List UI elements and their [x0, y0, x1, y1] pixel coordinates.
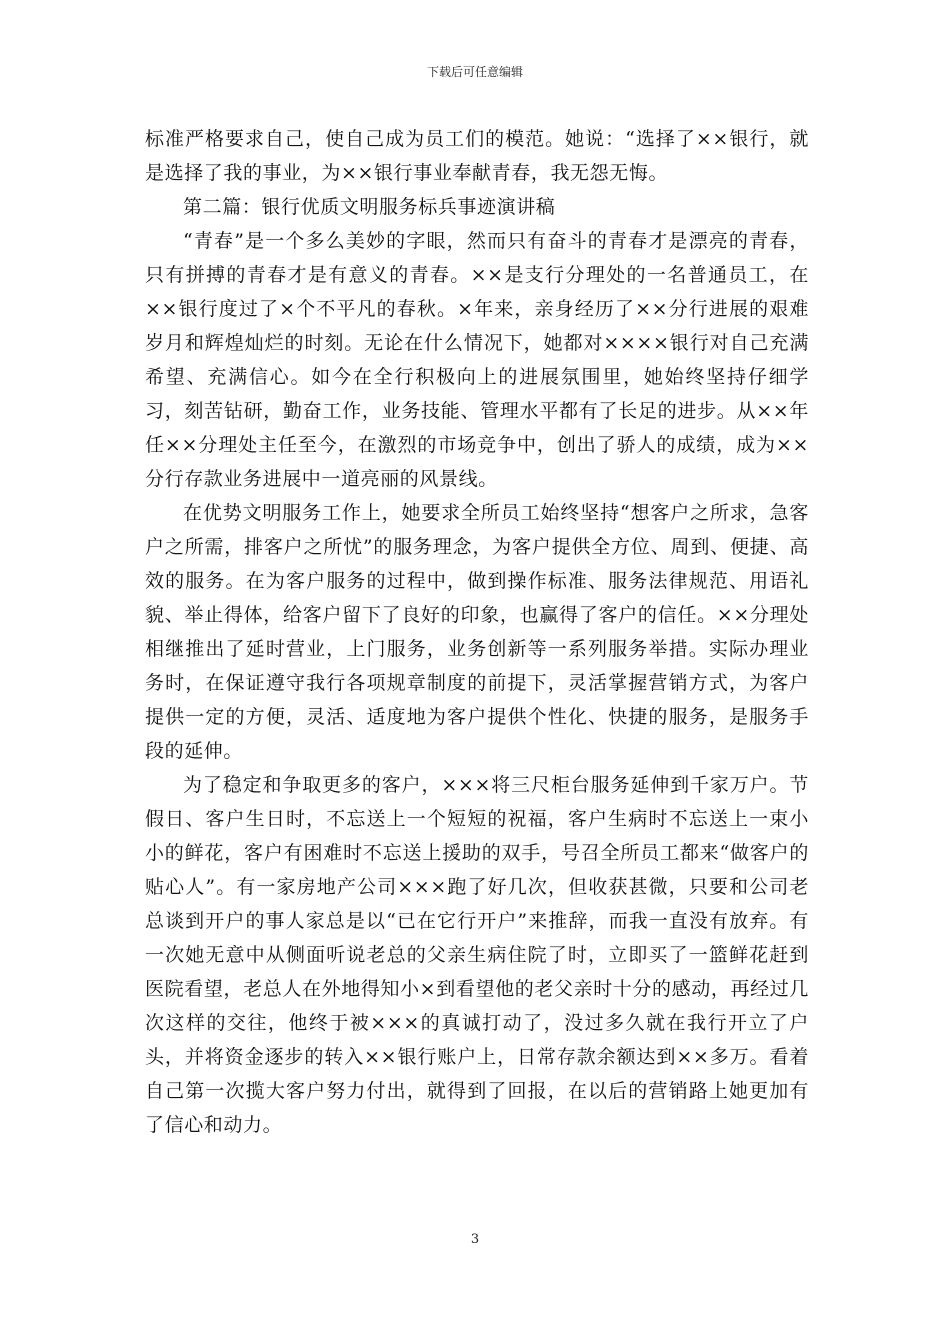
paragraph: 在优势文明服务工作上，她要求全所员工始终坚持“想客户之所求，急客户之所需，排客户之所忧”的服务理念，为客户提供全方位、周到、便捷、高效的服务。在为客户服务的过程中，做到操作标准、服务法律规范、用语礼貌、举止得体，给客户留下了良好的印象，也赢得了客户的信任。××分理处相继推出了延时营业，上门服务，业务创新等一系列服务举措。实际办理业务时，在保证遵守我行各项规章制度的前提下，灵活掌握营销方式，为客户提供一定的方便，灵活、适度地为客户提供个性化、快捷的服务，是服务手段的延伸。 [145, 502, 809, 762]
page-number: 3 [470, 1232, 480, 1247]
paragraph: “青春”是一个多么美妙的字眼，然而只有奋斗的青春才是漂亮的青春，只有拼搏的青春才是有意义的青春。××是支行分理处的一名普通员工，在××银行度过了×个不平凡的春秋。×年来，亲身经历了××分行进展的艰难岁月和辉煌灿烂的时刻。无论在什么情况下，她都对××××银行对自己充满希望、充满信心。如今在全行积极向上的进展氛围里，她始终坚持仔细学习，刻苦钻研，勤奋工作，业务技能、管理水平都有了长足的进步。从××年任××分理处主任至今，在激烈的市场竞争中，创出了骄人的成绩，成为××分行存款业务进展中一道亮丽的风景线。 [145, 230, 809, 490]
section-heading: 第二篇：银行优质文明服务标兵事迹演讲稿 [183, 196, 556, 218]
paragraph-continuation: 标准严格要求自己，使自己成为员工们的模范。她说：“选择了××银行，就是选择了我的事业，为××银行事业奉献青春，我无怨无悔。 [145, 128, 809, 184]
document-body [145, 122, 809, 1142]
page-header: 下载后可任意编辑 [426, 65, 523, 79]
paragraph: 为了稳定和争取更多的客户，×××将三尺柜台服务延伸到千家万户。节假日、客户生日时，不忘送上一个短短的祝福，客户生病时不忘送上一束小小的鲜花，客户有困难时不忘送上援助的双手，号召全所员工都来“做客户的贴心人”。有一家房地产公司×××跑了好几次，但收获甚微，只要和公司老总谈到开户的事人家总是以“已在它行开户”来推辞，而我一直没有放弃。有一次她无意中从侧面听说老总的父亲生病住院了时，立即买了一篮鲜花赶到医院看望，老总人在外地得知小×到看望他的老父亲时十分的感动，再经过几次这样的交往，他终于被×××的真诚打动了，没过多久就在我行开立了户头，并将资金逐步的转入××银行账户上，日常存款余额达到××多万。看着自己第一次揽大客户努力付出，就得到了回报，在以后的营销路上她更加有了信心和动力。 [145, 774, 809, 1136]
